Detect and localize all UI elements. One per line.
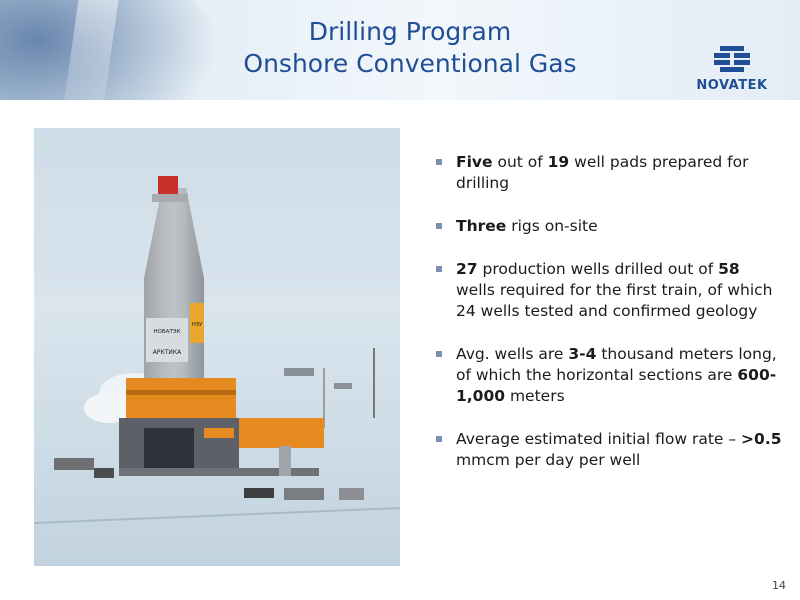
- bold-text: 3-4: [568, 345, 597, 363]
- drilling-rig-photo: [34, 128, 400, 566]
- bullet-marker: [436, 223, 442, 229]
- bullet-item-well-pads: [432, 152, 782, 194]
- rig-sign-3: НЗУ: [191, 322, 203, 328]
- text: mmcm per day per well: [456, 451, 641, 469]
- rig-sign-1: НОВАТЭК: [153, 329, 181, 335]
- text: thousand meters long, of which the horizontal sections are: [456, 345, 777, 384]
- slide-title-line1: Drilling Program: [308, 17, 512, 46]
- text: wells required for the first train, of which 24 wells tested and confirmed geology: [456, 281, 773, 320]
- text: out of: [492, 153, 548, 171]
- novatek-logo: [684, 44, 780, 96]
- text: production wells drilled out of: [477, 260, 719, 278]
- text: rigs on-site: [506, 217, 598, 235]
- text: well pads prepared for drilling: [456, 153, 749, 192]
- bold-text: 27: [456, 260, 478, 278]
- bullet-list: [432, 152, 782, 493]
- bold-text: 19: [547, 153, 570, 171]
- bold-text: 600-1,000: [456, 366, 777, 405]
- bullet-item-rigs: [432, 216, 782, 237]
- logo-wordmark: NOVATEK: [696, 78, 768, 93]
- text: meters: [505, 387, 565, 405]
- rig-sign-2: АРКТИКА: [152, 349, 182, 356]
- bullet-item-well-length: [432, 344, 782, 407]
- text: Average estimated initial flow rate –: [456, 430, 742, 448]
- bullet-marker: [436, 266, 442, 272]
- slide-title-line2: Onshore Conventional Gas: [243, 49, 577, 78]
- bold-text: Three: [456, 217, 507, 235]
- bold-text: >0.5: [741, 430, 782, 448]
- bullet-marker: [436, 159, 442, 165]
- text: Avg. wells are: [456, 345, 569, 363]
- header-band: [0, 0, 800, 100]
- bold-text: Five: [456, 153, 493, 171]
- bullet-marker: [436, 436, 442, 442]
- bullet-marker: [436, 351, 442, 357]
- novatek-emblem-icon: [712, 44, 752, 76]
- bold-text: 58: [718, 260, 740, 278]
- bullet-item-wells-drilled: [432, 259, 782, 322]
- page-number: 14: [772, 579, 786, 592]
- bullet-item-flow-rate: [432, 429, 782, 471]
